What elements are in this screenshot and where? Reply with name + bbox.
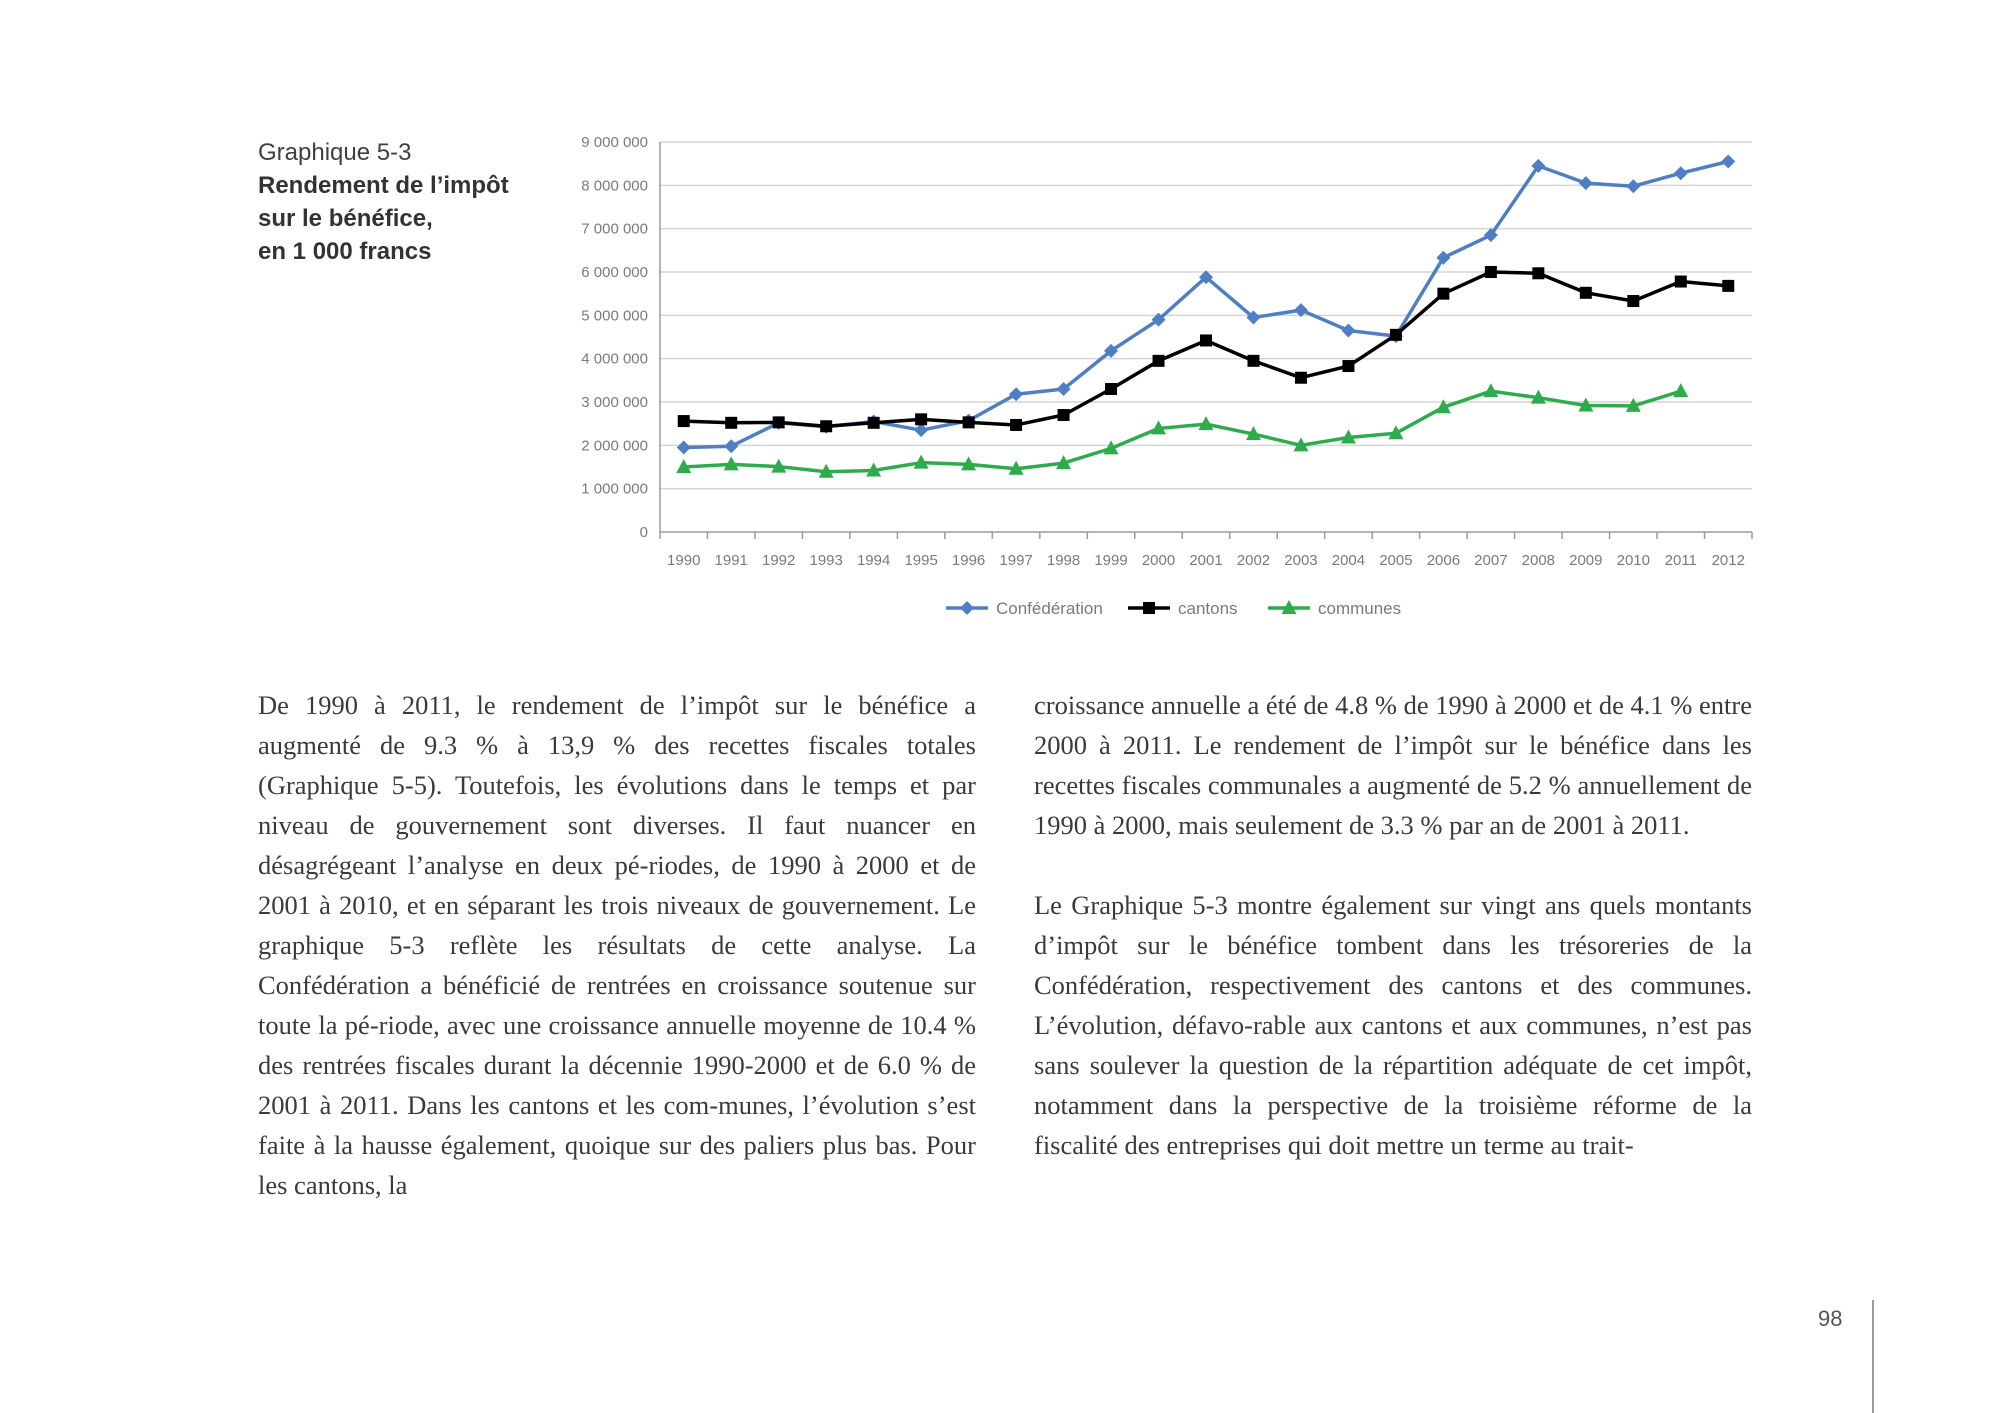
x-tick-label: 1998 [1046,552,1081,569]
x-tick-label: 1991 [714,552,748,569]
data-point-cantons [678,415,690,427]
data-point-confdration [1579,176,1593,190]
figure-title-line-1: Rendement de l’impôt [258,172,509,199]
y-tick-label: 8 000 000 [581,177,648,195]
body-paragraph: De 1990 à 2011, le rendement de l’impôt sur le bénéfice a augmenté de 9.3 % à 13,9 % des recettes fiscales totales (Graphique 5-5). Toutefois, les évolutions dans le temps et par niveau de gouvernement sont diverses. Il faut nuancer en désagrégeant l’analyse en deux pé-riodes, de 1990 à 2000 et de 2001 à 2010, et en séparant les trois niveaux de gouvernement. Le graphique 5-3 reflète les résultats de cette analyse. La Confédération a bénéficié de rentrées en croissance soutenue sur toute la pé-riode, avec une croissance annuelle moyenne de 10.4 % des rentrées fiscales durant la décennie 1990-2000 et de 6.0 % de 2001 à 2011. Dans les cantons et les com-munes, l’évolution s’est faite à la hausse également, quoique sur des paliers plus bas. Pour les cantons, la [258,690,976,1200]
legend-label-cantons: cantons [1178,599,1238,618]
x-tick-label: 2011 [1664,552,1697,569]
data-point-cantons [1105,383,1117,395]
x-tick-label: 2000 [1141,552,1176,569]
data-point-confdration [724,439,738,453]
data-point-cantons [1580,287,1592,299]
y-tick-label: 5 000 000 [581,307,648,325]
data-point-confdration [677,441,691,455]
x-tick-label: 1997 [999,552,1033,569]
x-tick-label: 2006 [1426,552,1461,569]
data-point-cantons [1342,360,1354,372]
x-tick-label: 2001 [1189,552,1223,569]
data-point-confdration [1341,324,1355,338]
x-tick-label: 1994 [856,552,891,569]
data-point-cantons [1010,419,1022,431]
page-divider-rule [1872,1300,1874,1413]
data-point-cantons [963,416,975,428]
data-point-confdration [1626,179,1640,193]
figure-title-line-3: en 1 000 francs [258,238,432,265]
x-tick-label: 2007 [1474,552,1508,569]
x-tick-label: 1996 [951,552,986,569]
data-point-confdration [1674,166,1688,180]
data-point-cantons [868,417,880,429]
x-tick-label: 1999 [1094,552,1128,569]
data-point-cantons [1390,329,1402,341]
data-point-cantons [1722,280,1734,292]
body-text-left-column [258,685,976,1205]
y-tick-label: 3 000 000 [581,394,648,411]
data-point-cantons [1627,295,1639,307]
y-tick-label: 0 [639,524,648,541]
x-tick-label: 2002 [1236,552,1271,569]
data-point-cantons [1295,372,1307,384]
y-tick-label: 9 000 000 [581,134,648,151]
data-point-cantons [1485,266,1497,278]
x-tick-label: 1995 [904,552,938,569]
x-tick-label: 2008 [1521,552,1556,569]
figure-label: Graphique 5-3 [258,139,412,166]
x-tick-label: 2003 [1284,552,1318,569]
x-tick-label: 1992 [762,552,796,569]
data-point-cantons [1058,409,1070,421]
legend-marker-cantons [1143,602,1155,614]
x-tick-label: 1993 [809,552,843,569]
data-point-confdration [1009,387,1023,401]
page-number: 98 [1818,1306,1843,1331]
y-tick-label: 6 000 000 [581,264,648,281]
x-tick-label: 2005 [1379,552,1413,569]
x-tick-label: 2009 [1569,552,1603,569]
legend-label-confdration: Confédération [996,599,1103,618]
data-point-cantons [773,416,785,428]
data-point-cantons [1675,276,1687,288]
figure-caption [258,136,528,268]
data-point-cantons [1437,288,1449,300]
legend-label-communes: communes [1318,599,1402,618]
data-point-communes [1673,383,1688,397]
data-point-cantons [820,420,832,432]
figure-title-line-2: sur le bénéfice, [258,205,433,232]
data-point-confdration [1721,155,1735,169]
body-paragraph: Le Graphique 5-3 montre également sur vingt ans quels montants d’impôt sur le bénéfice tombent dans les trésoreries de la Confédération, respectivement des cantons et des communes. L’évolution, défavo-rable aux cantons et aux communes, n’est pas sans soulever la question de la répartition adéquate de cet impôt, notamment dans la perspective de la troisième réforme de la fiscalité des entreprises qui doit mettre un terme au trait- [1034,890,1752,1160]
y-tick-label: 7 000 000 [581,220,648,238]
data-point-cantons [915,413,927,425]
profit-tax-line-chart [560,120,1760,640]
data-point-cantons [1153,355,1165,367]
x-tick-label: 2010 [1616,552,1650,569]
data-point-cantons [1247,355,1259,367]
y-tick-label: 2 000 000 [581,437,648,455]
y-tick-label: 4 000 000 [581,350,648,368]
body-paragraph: croissance annuelle a été de 4.8 % de 1990 à 2000 et de 4.1 % entre 2000 à 2011. Le rendement de l’impôt sur le bénéfice dans les recettes fiscales communales a augmenté de 5.2 % annuellement de 1990 à 2000, mais seulement de 3.3 % par an de 2001 à 2011. [1034,690,1752,840]
x-tick-label: 1990 [667,552,701,569]
data-point-cantons [1200,334,1212,346]
y-tick-label: 1 000 000 [581,480,648,498]
body-text-right-column [1034,685,1752,1165]
legend-marker-confdration [960,601,974,615]
x-tick-label: 2004 [1331,552,1366,569]
data-point-cantons [1532,267,1544,279]
data-point-cantons [725,417,737,429]
x-tick-label: 2012 [1711,552,1745,569]
